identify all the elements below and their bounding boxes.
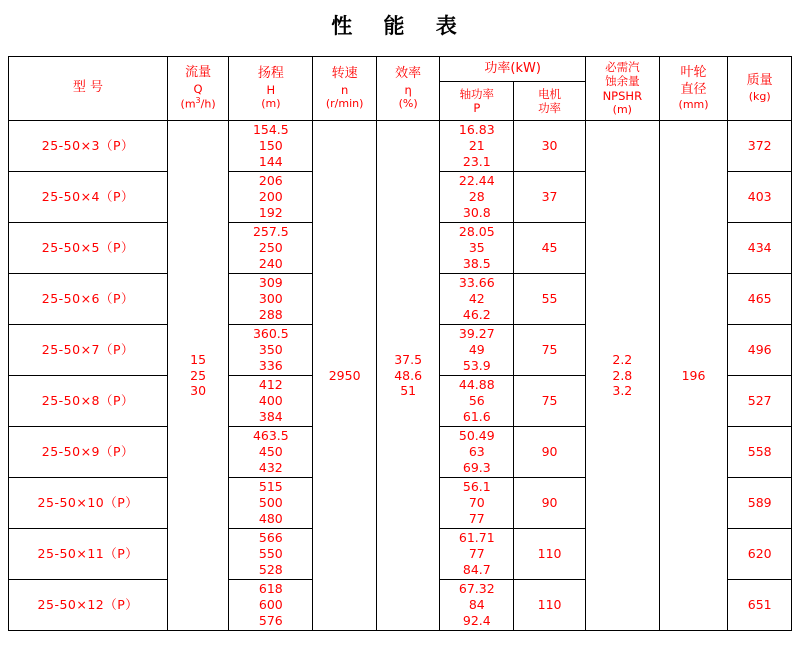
cell-head [229, 426, 313, 477]
cell-mass: 651 [728, 579, 792, 630]
header-impeller-unit: (mm) [678, 97, 709, 111]
cell-head-value: 200 [258, 189, 283, 205]
cell-shaft-power-value: 28 [468, 189, 485, 205]
header-power [440, 57, 586, 82]
cell-head-value: 480 [258, 510, 283, 526]
header-mass [728, 57, 792, 121]
cell-shaft-power-value: 84 [468, 597, 485, 613]
cell-motor-power: 75 [514, 324, 586, 375]
header-motor-power [514, 82, 586, 121]
cell-shaft-power-value: 77 [468, 546, 485, 562]
cell-shaft-power [440, 375, 514, 426]
header-npshr [585, 57, 659, 121]
cell-model: 25-50×8（P） [9, 375, 168, 426]
table-row [9, 120, 792, 171]
cell-head [229, 273, 313, 324]
cell-efficiency-value: 37.5 [394, 351, 423, 367]
cell-head-value: 300 [258, 291, 283, 307]
table-body [9, 120, 792, 630]
cell-head-value: 384 [258, 408, 283, 424]
cell-shaft-power [440, 171, 514, 222]
cell-shaft-power [440, 426, 514, 477]
cell-shaft-power [440, 324, 514, 375]
header-head-unit: (m) [261, 96, 281, 110]
cell-shaft-power-value: 67.32 [458, 581, 495, 597]
cell-npshr-value: 2.2 [612, 351, 633, 367]
cell-head-value: 150 [258, 138, 283, 154]
cell-shaft-power-value: 63 [468, 444, 485, 460]
header-speed-name: 转速 [331, 66, 358, 82]
header-npshr-unit: (m) [612, 103, 632, 117]
cell-shaft-power-value: 28.05 [458, 224, 495, 240]
cell-head-value: 336 [258, 357, 283, 373]
cell-motor-power: 110 [514, 579, 586, 630]
cell-shaft-power-value: 33.66 [458, 275, 495, 291]
cell-shaft-power-value: 50.49 [458, 428, 495, 444]
cell-head-value: 240 [258, 255, 283, 271]
cell-flow-value: 15 [190, 351, 207, 367]
cell-efficiency-value: 51 [400, 383, 417, 399]
cell-flow-value: 30 [190, 383, 207, 399]
cell-flow [167, 120, 228, 630]
cell-motor-power: 55 [514, 273, 586, 324]
cell-shaft-power-value: 69.3 [462, 459, 491, 475]
cell-head-value: 600 [258, 597, 283, 613]
header-power-label: 功率(kW) [484, 60, 541, 76]
header-motor-power-line2: 功率 [538, 101, 562, 116]
cell-head-value: 192 [258, 204, 283, 220]
header-motor-power-line1: 电机 [538, 86, 562, 101]
cell-mass: 496 [728, 324, 792, 375]
cell-model: 25-50×11（P） [9, 528, 168, 579]
cell-shaft-power-value: 46.2 [462, 306, 491, 322]
cell-mass: 372 [728, 120, 792, 171]
cell-head-value: 257.5 [252, 224, 289, 240]
cell-shaft-power-value: 77 [468, 510, 485, 526]
cell-shaft-power [440, 477, 514, 528]
cell-head-value: 500 [258, 495, 283, 511]
header-speed-unit: (r/min) [325, 96, 364, 110]
page-title: 性 能 表 [331, 14, 469, 38]
cell-model: 25-50×6（P） [9, 273, 168, 324]
cell-head [229, 528, 313, 579]
cell-speed: 2950 [313, 120, 377, 630]
cell-mass: 465 [728, 273, 792, 324]
cell-head [229, 171, 313, 222]
cell-shaft-power-value: 92.4 [462, 612, 491, 628]
cell-model: 25-50×7（P） [9, 324, 168, 375]
cell-shaft-power [440, 222, 514, 273]
cell-efficiency-value: 48.6 [394, 367, 423, 383]
cell-model: 25-50×10（P） [9, 477, 168, 528]
cell-shaft-power-value: 53.9 [462, 357, 491, 373]
cell-head [229, 324, 313, 375]
cell-shaft-power [440, 120, 514, 171]
cell-mass: 403 [728, 171, 792, 222]
header-impeller-line1: 叶轮 [680, 65, 707, 81]
cell-model: 25-50×9（P） [9, 426, 168, 477]
header-shaft-power [440, 82, 514, 121]
cell-head [229, 120, 313, 171]
cell-mass: 527 [728, 375, 792, 426]
cell-head-value: 360.5 [252, 326, 289, 342]
cell-efficiency [376, 120, 440, 630]
cell-mass: 620 [728, 528, 792, 579]
header-shaft-power-label: 轴功率 [459, 86, 495, 101]
header-npshr-line1: 必需汽 [605, 60, 640, 74]
cell-head-value: 250 [258, 240, 283, 256]
cell-motor-power: 90 [514, 426, 586, 477]
cell-head-value: 528 [258, 561, 283, 577]
cell-head-value: 144 [258, 153, 283, 169]
header-shaft-power-symbol: P [473, 101, 481, 116]
cell-shaft-power-value: 70 [468, 495, 485, 511]
header-head-name: 扬程 [257, 66, 284, 82]
cell-model: 25-50×5（P） [9, 222, 168, 273]
header-impeller [659, 57, 728, 121]
cell-motor-power: 37 [514, 171, 586, 222]
cell-model: 25-50×4（P） [9, 171, 168, 222]
header-model-label: 型 号 [72, 80, 103, 96]
header-efficiency [376, 57, 440, 121]
cell-mass: 589 [728, 477, 792, 528]
header-efficiency-name: 效率 [395, 66, 422, 82]
header-flow-unit: $(m^3/h)$ [180, 96, 216, 111]
cell-head [229, 579, 313, 630]
cell-motor-power: 75 [514, 375, 586, 426]
cell-flow-value: 25 [190, 367, 207, 383]
header-efficiency-symbol: η [404, 82, 412, 97]
cell-head-value: 432 [258, 459, 283, 475]
cell-head-value: 154.5 [252, 122, 289, 138]
cell-shaft-power-value: 23.1 [462, 153, 491, 169]
cell-head [229, 375, 313, 426]
header-mass-unit: (kg) [748, 89, 771, 103]
header-mass-name: 质量 [746, 73, 773, 89]
cell-shaft-power-value: 39.27 [458, 326, 495, 342]
cell-impeller: 196 [659, 120, 728, 630]
header-npshr-line2: 蚀余量 [605, 74, 640, 89]
cell-shaft-power-value: 61.71 [458, 530, 495, 546]
header-efficiency-unit: (%) [398, 96, 418, 110]
cell-shaft-power-value: 84.7 [462, 561, 491, 577]
header-flow-name: 流量 [185, 65, 212, 81]
cell-shaft-power-value: 56.1 [462, 479, 491, 495]
cell-head-value: 618 [258, 581, 283, 597]
cell-head-value: 288 [258, 306, 283, 322]
cell-npshr [585, 120, 659, 630]
cell-shaft-power-value: 38.5 [462, 255, 491, 271]
header-speed [313, 57, 377, 121]
header-flow [167, 57, 228, 121]
cell-npshr-value: 3.2 [612, 383, 633, 399]
header-head-symbol: H [266, 82, 276, 97]
cell-head [229, 222, 313, 273]
performance-table [8, 56, 792, 631]
cell-mass: 558 [728, 426, 792, 477]
cell-head-value: 550 [258, 546, 283, 562]
header-npshr-line3: NPSHR [602, 88, 643, 103]
header-impeller-line2: 直径 [680, 81, 707, 97]
cell-head-value: 576 [258, 612, 283, 628]
header-flow-symbol: Q [193, 81, 203, 96]
cell-shaft-power [440, 528, 514, 579]
cell-shaft-power-value: 30.8 [462, 204, 491, 220]
cell-head-value: 206 [258, 173, 283, 189]
cell-npshr-value: 2.8 [612, 367, 633, 383]
cell-shaft-power-value: 61.6 [462, 408, 491, 424]
cell-shaft-power-value: 44.88 [458, 377, 495, 393]
cell-shaft-power-value: 21 [468, 138, 485, 154]
cell-head-value: 463.5 [252, 428, 289, 444]
cell-shaft-power [440, 579, 514, 630]
cell-motor-power: 45 [514, 222, 586, 273]
cell-head-value: 412 [258, 377, 283, 393]
cell-shaft-power-value: 49 [468, 342, 485, 358]
cell-shaft-power-value: 35 [468, 240, 485, 256]
cell-motor-power: 90 [514, 477, 586, 528]
cell-motor-power: 110 [514, 528, 586, 579]
cell-shaft-power-value: 22.44 [458, 173, 495, 189]
cell-shaft-power-value: 42 [468, 291, 485, 307]
cell-head [229, 477, 313, 528]
cell-mass: 434 [728, 222, 792, 273]
cell-head-value: 566 [258, 530, 283, 546]
header-speed-symbol: n [340, 82, 349, 97]
cell-model: 25-50×3（P） [9, 120, 168, 171]
cell-model: 25-50×12（P） [9, 579, 168, 630]
cell-motor-power: 30 [514, 120, 586, 171]
cell-head-value: 400 [258, 393, 283, 409]
header-head [229, 57, 313, 121]
cell-shaft-power [440, 273, 514, 324]
cell-shaft-power-value: 16.83 [458, 122, 495, 138]
cell-head-value: 350 [258, 342, 283, 358]
header-model [9, 57, 168, 121]
cell-head-value: 515 [258, 479, 283, 495]
cell-head-value: 309 [258, 275, 283, 291]
table-header-row-1 [9, 57, 792, 82]
cell-shaft-power-value: 56 [468, 393, 485, 409]
cell-head-value: 450 [258, 444, 283, 460]
